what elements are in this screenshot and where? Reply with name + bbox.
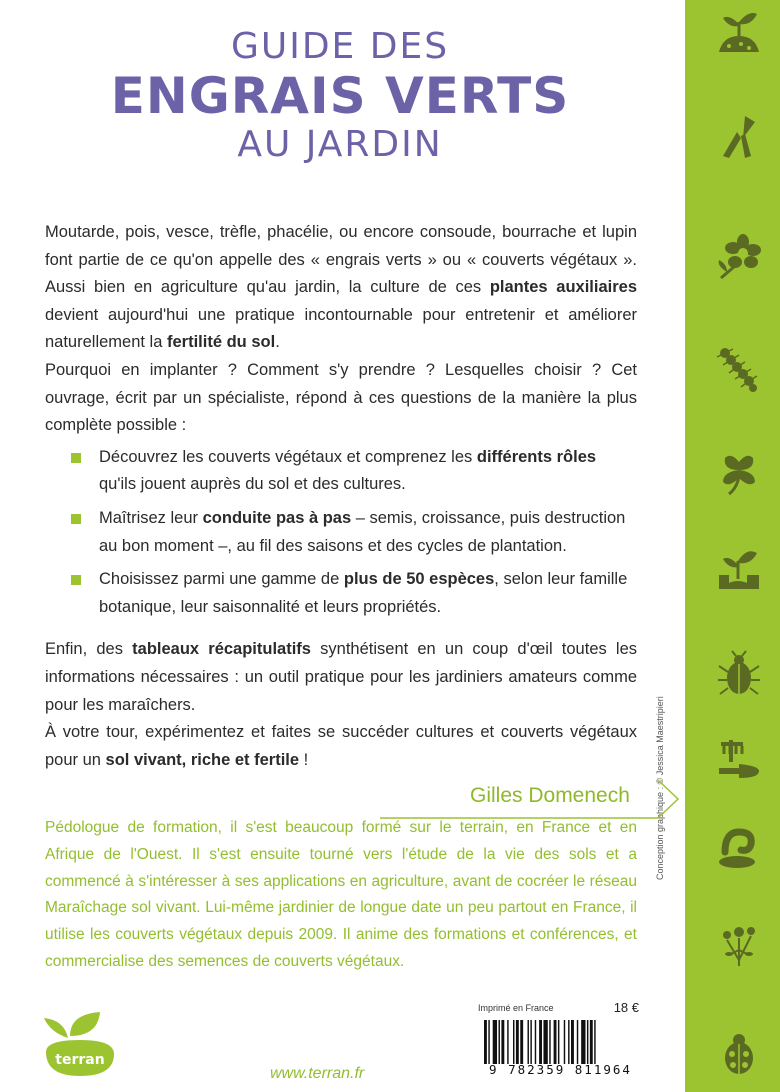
- intro-paragraph: Moutarde, pois, vesce, trèfle, phacélie, ou encore consoude, bourrache et lupin font partie de ce qu'on appelle des « engrais verts » ou « couverts végétaux ». Aussi bien en agriculture qu'au jardin, la culture de ces plantes auxiliaires devient aujourd'hui une pratique incontournable pour entretenir et améliorer naturellement la fertilité du sol.: [45, 223, 638, 352]
- feature-list: [71, 444, 637, 622]
- flower-icon: [715, 232, 763, 280]
- wildflowers-icon: [715, 920, 763, 968]
- svg-text:terran: terran: [55, 1052, 105, 1068]
- square-bullet-icon: [71, 575, 81, 585]
- centipede-icon: [715, 345, 763, 393]
- back-cover-text: [45, 219, 637, 774]
- list-item: Maîtrisez leur conduite pas à pas – semis, croissance, puis destruction au bon moment –, au fil des saisons et des cycles de plantation.: [71, 505, 637, 560]
- question-paragraph: Pourquoi en implanter ? Comment s'y prendre ? Lesquelles choisir ? Cet ouvrage, écrit par un spécialiste, répond à ces questions de la manière la plus complète possible :: [45, 360, 637, 435]
- author-bio: Pédologue de formation, il s'est beaucoup formé sur le terrain, en France et en Afrique de l'Ouest. Il s'est ensuite tourné vers l'étude de la vie des sols et a commencé à s'intéresser à ses applications en agriculture, avant de cocréer le réseau Maraîchage sol vivant. Lui-même jardinier de longue date un peu partout en France, il utilise les couverts végétaux depuis 2009. Il anime des formations et conférences, et commercialise des semences de couverts végétaux.: [45, 819, 637, 970]
- title-line-2: ENGRAIS VERTS: [110, 67, 570, 125]
- beetle-icon: [715, 650, 763, 698]
- seedling-soil-icon: [715, 8, 763, 56]
- garden-tools-icon: [715, 738, 763, 786]
- barcode-block: [478, 998, 643, 1080]
- author-name: Gilles Domenech: [470, 784, 630, 807]
- list-item: Découvrez les couverts végétaux et comprenez les différents rôles qu'ils jouent auprès du sol et des cultures.: [71, 444, 637, 499]
- isbn-number: 9 782359 811964: [489, 1062, 632, 1077]
- pruning-shears-icon: [715, 112, 763, 160]
- barcode-icon: [484, 1020, 639, 1064]
- title-line-3: AU JARDIN: [237, 124, 443, 165]
- design-credit: Conception graphique : © Jessica Maestripieri: [655, 696, 665, 880]
- terran-logo: [40, 1010, 120, 1080]
- book-title: [90, 26, 590, 166]
- title-line-1: GUIDE DES: [230, 26, 450, 67]
- square-bullet-icon: [71, 453, 81, 463]
- closing-paragraph: À votre tour, expérimentez et faites se succéder cultures et couverts végétaux pour un sol vivant, riche et fertile !: [45, 723, 637, 769]
- clover-icon: [715, 448, 763, 496]
- tables-paragraph: Enfin, des tableaux récapitulatifs synthétisent en un coup d'œil toutes les informations nécessaires : un outil pratique pour les jardiniers amateurs comme pour les maraîchers.: [45, 640, 638, 714]
- worm-icon: [715, 822, 763, 870]
- ladybug-icon: [715, 1030, 763, 1078]
- list-item: Choisissez parmi une gamme de plus de 50 espèces, selon leur famille botanique, leur saisonnalité et leurs propriétés.: [71, 566, 637, 621]
- website-link[interactable]: www.terran.fr: [270, 1065, 365, 1082]
- printed-in: Imprimé en France: [478, 1003, 554, 1013]
- price: 18 €: [613, 1000, 639, 1015]
- square-bullet-icon: [71, 514, 81, 524]
- sprout-icon: [715, 545, 763, 593]
